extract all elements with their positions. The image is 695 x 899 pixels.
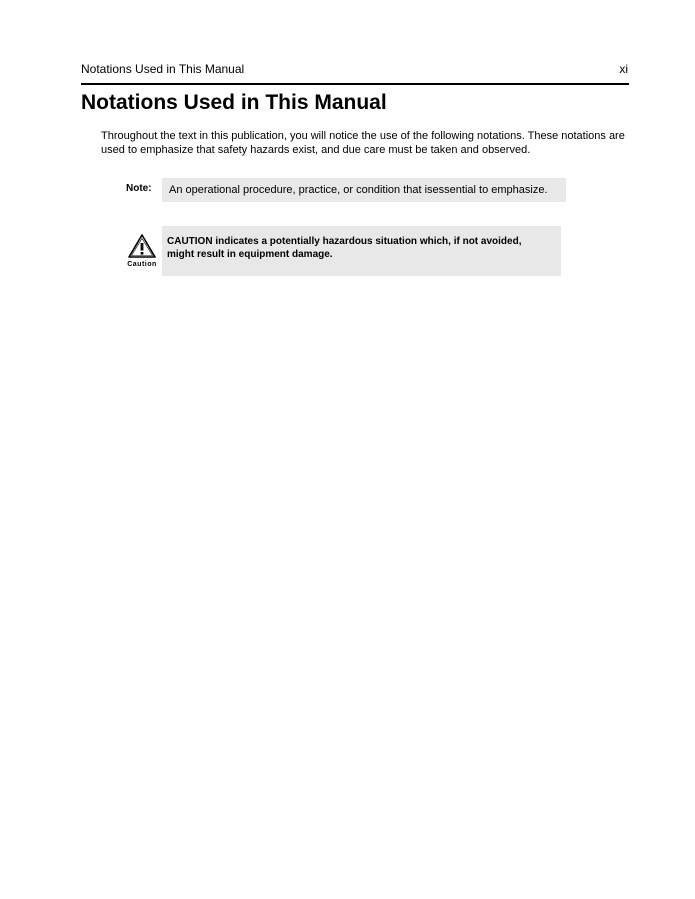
intro-paragraph: Throughout the text in this publication, you will notice the use of the following notations. These notations are used to emphasize that safety hazards exist, and due care must be taken and observed.: [101, 130, 625, 156]
running-header: [81, 62, 628, 76]
caution-box: [162, 226, 561, 276]
note-text: An operational procedure, practice, or condition that isessential to emphasize.: [169, 184, 548, 196]
caution-label: Caution: [127, 261, 157, 268]
running-header-title: Notations Used in This Manual: [81, 62, 245, 76]
header-rule: [81, 83, 629, 85]
warning-triangle-icon: [127, 233, 157, 259]
note-label: Note:: [126, 183, 152, 194]
note-box: [162, 178, 566, 202]
page-title: Notations Used in This Manual: [81, 91, 387, 114]
caution-text: CAUTION indicates a potentially hazardous situation which, if not avoided, might result in equipment damage.: [167, 236, 522, 260]
page-number: xi: [619, 62, 628, 76]
caution-icon-group: [127, 233, 157, 273]
